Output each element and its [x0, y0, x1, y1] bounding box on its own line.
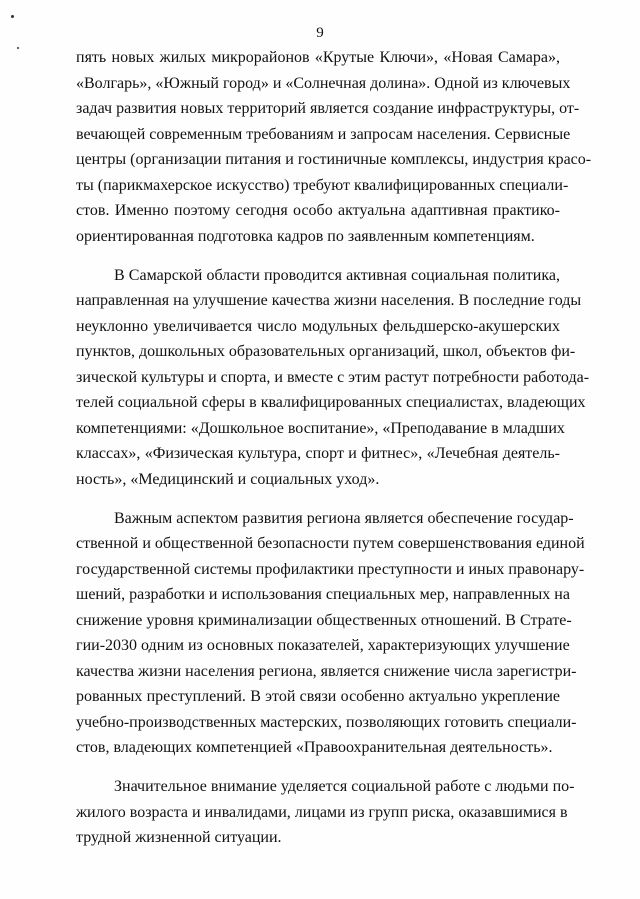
- text-line: гии-2030 одним из основных показателей, характеризующих улучшение: [76, 637, 570, 654]
- paragraph: [76, 263, 590, 493]
- text-line: качества жизни населения региона, является снижение числа зарегистри-: [76, 662, 577, 680]
- text-line: трудной жизненной ситуации.: [76, 829, 282, 846]
- paragraph: [76, 506, 585, 761]
- scan-speck: [11, 15, 14, 18]
- text-line: снижение уровня криминализации общественных отношений. В Страте-: [76, 611, 572, 629]
- text-line: рованных преступлений. В этой связи особенно актуально укрепление: [76, 688, 560, 705]
- text-line: В Самарской области проводится активная социальная политика,: [114, 266, 560, 284]
- text-line: телей социальной сферы в квалифицированных специалистах, владеющих: [76, 394, 586, 411]
- text-line: шений, разработки и использования специальных мер, направленных на: [76, 586, 570, 603]
- paragraph: [76, 45, 592, 249]
- text-line: ственной и общественной безопасности путем совершенствования единой: [76, 535, 585, 552]
- text-line: пять новых жилых микрорайонов «Крутые Ключи», «Новая Самара»,: [76, 49, 560, 66]
- text-line: ность», «Медицинский и социальных уход».: [76, 470, 380, 488]
- text-line: вечающей современным требованиям и запросам населения. Сервисные: [76, 125, 571, 143]
- text-line: государственной системы профилактики преступности и иных правонару-: [76, 560, 585, 578]
- text-line: ориентированная подготовка кадров по заявленным компетенциям.: [76, 227, 535, 245]
- text-line: зической культуры и спорта, и вместе с этим растут потребности работода-: [76, 368, 590, 386]
- text-line: пунктов, дошкольных образовательных организаций, школ, объектов фи-: [76, 343, 576, 360]
- text-line: неуклонно увеличивается число модульных фельдшерско-акушерских: [76, 317, 560, 335]
- text-line: «Волгарь», «Южный город» и «Солнечная долина». Одной из ключевых: [76, 74, 571, 92]
- paragraph: [76, 774, 575, 851]
- text-line: жилого возраста и инвалидами, лицами из групп риска, оказавшимися в: [76, 803, 568, 821]
- scan-speck: [17, 47, 19, 49]
- text-line: компетенциями: «Дошкольное воспитание», «Преподавание в младших: [76, 419, 565, 437]
- text-line: ты (парикмахерское искусство) требуют квалифицированных специали-: [76, 176, 569, 194]
- text-line: Значительное внимание уделяется социальной работе с людьми по-: [114, 778, 575, 795]
- page-number: 9: [316, 25, 324, 41]
- text-line: Важным аспектом развития региона является обеспечение государ-: [114, 509, 574, 527]
- text-line: стов, владеющих компетенцией «Правоохранительная деятельность».: [76, 739, 553, 756]
- text-line: стов. Именно поэтому сегодня особо актуальна адаптивная практико-: [76, 202, 560, 219]
- text-line: центры (организации питания и гостиничные комплексы, индустрия красо-: [76, 151, 592, 168]
- text-line: направленная на улучшение качества жизни населения. В последние годы: [76, 292, 582, 309]
- body-text: [76, 45, 592, 851]
- text-line: учебно-производственных мастерских, позволяющих готовить специали-: [76, 713, 577, 731]
- text-line: задач развития новых территорий является создание инфраструктуры, от-: [76, 100, 580, 117]
- text-line: классах», «Физическая культура, спорт и фитнес», «Лечебная деятель-: [76, 445, 560, 462]
